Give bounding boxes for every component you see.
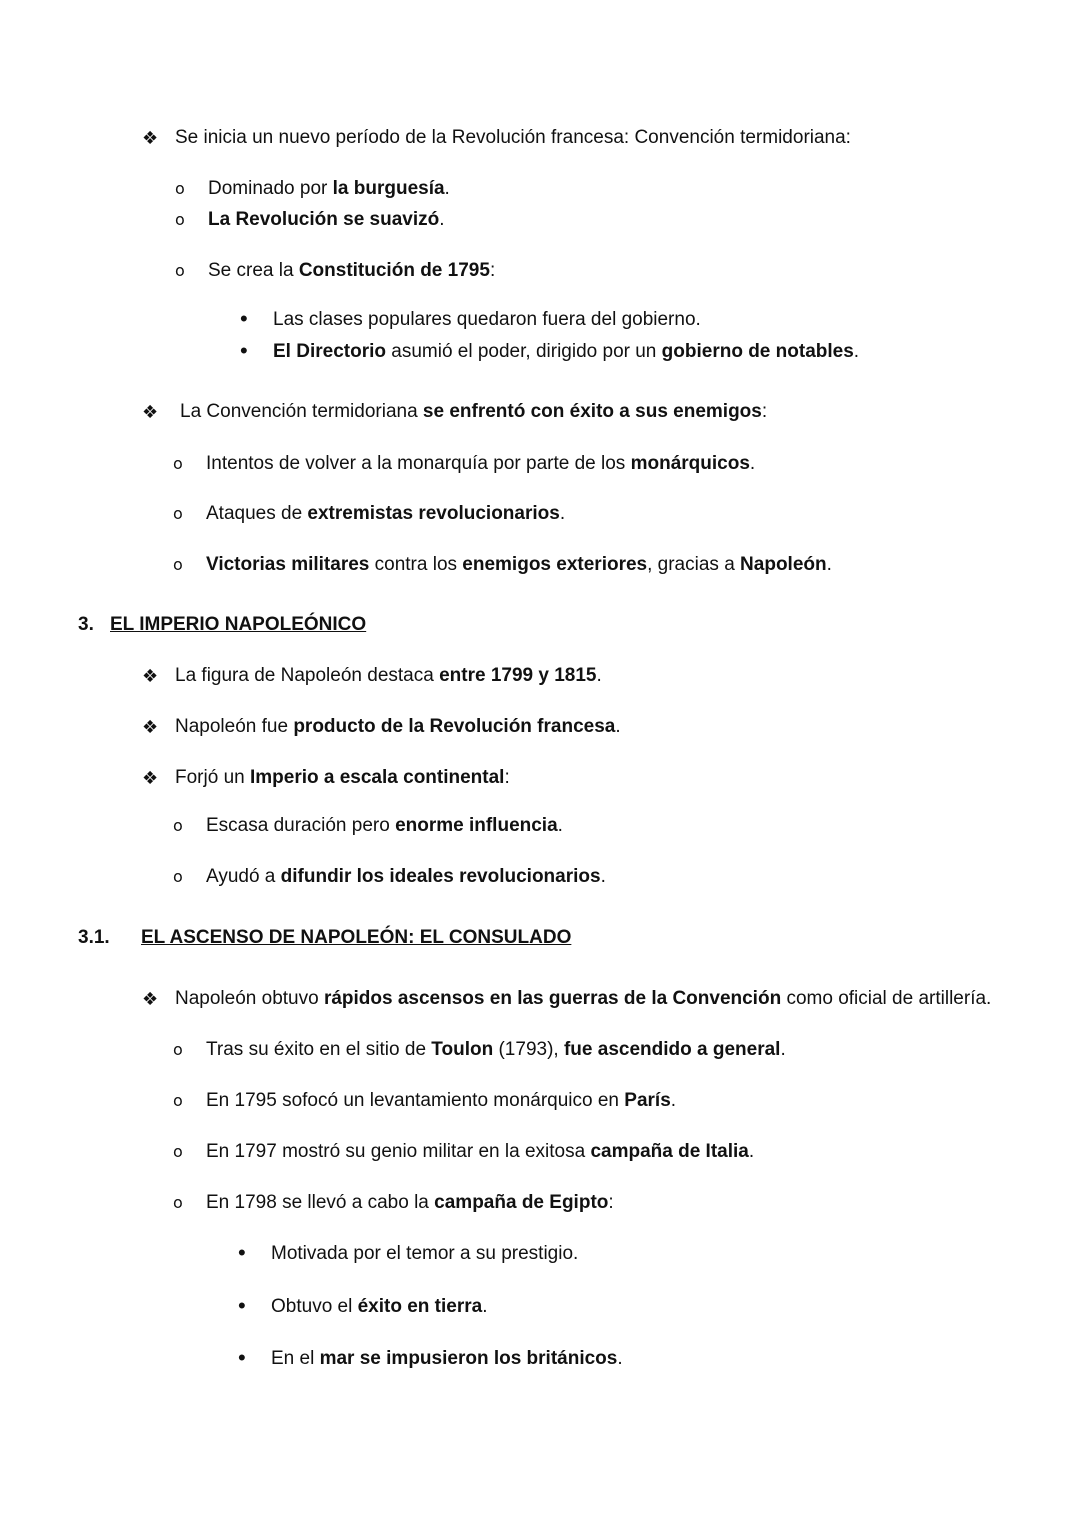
text-run: En 1795 sofocó un levantamiento monárquico en — [206, 1090, 625, 1111]
text-run: : — [761, 401, 768, 422]
text-run: Dominado por — [208, 178, 333, 199]
bold-text: campaña de Egipto — [434, 1192, 609, 1213]
text-run: , gracias a — [647, 554, 741, 575]
text-run: contra los — [369, 554, 463, 575]
text-run: Se crea la — [208, 260, 299, 281]
text-run: Napoleón obtuvo — [175, 988, 324, 1009]
sub-bullet-line — [206, 1038, 786, 1062]
dot-bullet-icon: • — [238, 1293, 246, 1318]
text-run: . — [853, 341, 860, 362]
diamond-bullet-icon: ❖ — [142, 989, 159, 1009]
text-run: Las clases populares quedaron fuera del gobierno. — [273, 309, 701, 330]
dot-bullet-icon: • — [240, 306, 248, 331]
text-run: . — [482, 1296, 488, 1317]
text-run: Obtuvo el — [271, 1296, 358, 1317]
subsection-title: EL ASCENSO DE NAPOLEÓN: EL CONSULADO — [141, 927, 572, 948]
text-run: : — [504, 767, 510, 788]
text-run: Napoleón fue — [175, 716, 294, 737]
sub-bullet-line — [208, 259, 495, 283]
text-run: . — [670, 1090, 677, 1111]
circle-bullet-icon: o — [173, 1142, 183, 1161]
bold-text: difundir los ideales revolucionarios — [280, 866, 601, 887]
circle-bullet-icon: o — [173, 1091, 183, 1110]
circle-bullet-icon: o — [173, 504, 183, 523]
circle-bullet-icon: o — [173, 454, 183, 473]
section-heading — [78, 613, 367, 637]
bold-text: Constitución de 1795 — [298, 260, 490, 281]
sub-bullet-line — [206, 502, 565, 526]
dot-bullet-line — [271, 1295, 488, 1319]
bold-text: monárquicos — [630, 453, 750, 474]
sub-bullet-line — [206, 1089, 676, 1113]
text-run: . — [617, 1348, 623, 1369]
text-run: Ataques de — [206, 503, 308, 524]
section-number: 3. — [78, 614, 94, 635]
text-run: La figura de Napoleón destaca — [175, 665, 440, 686]
text-run: . — [559, 503, 566, 524]
circle-bullet-icon: o — [173, 1193, 183, 1212]
subsection-number: 3.1. — [78, 927, 110, 948]
diamond-bullet-icon: ❖ — [142, 128, 159, 148]
bold-text: producto de la Revolución francesa — [293, 716, 616, 737]
dot-bullet-icon: • — [238, 1345, 246, 1370]
bullet-line — [175, 715, 621, 739]
bold-text: extremistas revolucionarios — [307, 503, 560, 524]
dot-bullet-line — [273, 340, 859, 364]
sub-bullet-line — [206, 1140, 754, 1164]
subsection-heading — [78, 926, 572, 950]
circle-bullet-icon: o — [175, 261, 185, 280]
text-run: . — [596, 665, 602, 686]
text-run: : — [489, 260, 496, 281]
text-run: . — [600, 866, 606, 887]
section-title: EL IMPERIO NAPOLEÓNICO — [110, 614, 367, 635]
text-run: . — [749, 453, 756, 474]
circle-bullet-icon: o — [173, 816, 183, 835]
text-run: Se inicia un nuevo período de la Revolución francesa: Convención termidoriana: — [175, 127, 851, 148]
text-run: Escasa duración pero — [206, 815, 396, 836]
text-run: . — [444, 178, 450, 199]
bold-text: La Revolución se suavizó — [208, 209, 440, 230]
text-run: (1793), — [493, 1039, 564, 1060]
dot-bullet-line — [273, 308, 701, 332]
text-run: Intentos de volver a la monarquía por parte de los — [206, 453, 631, 474]
text-run: . — [615, 716, 621, 737]
bold-text: Napoleón — [740, 554, 827, 575]
bullet-line — [175, 126, 851, 150]
bold-text: Victorias militares — [206, 554, 370, 575]
diamond-bullet-icon: ❖ — [142, 666, 159, 686]
bold-text: enemigos exteriores — [462, 554, 648, 575]
text-run: . — [826, 554, 832, 575]
text-run: asumió el poder, dirigido por un — [385, 341, 662, 362]
circle-bullet-icon: o — [173, 867, 183, 886]
bold-text: Imperio a escala continental — [249, 767, 505, 788]
bold-text: París — [624, 1090, 671, 1111]
bold-text: mar se impusieron los británicos — [319, 1348, 618, 1369]
diamond-bullet-icon: ❖ — [142, 717, 159, 737]
text-run: . — [780, 1039, 786, 1060]
sub-bullet-line — [206, 814, 563, 838]
sub-bullet-line — [206, 553, 832, 577]
text-run: Tras su éxito en el sitio de — [206, 1039, 432, 1060]
sub-bullet-line — [208, 177, 450, 201]
text-run: En 1798 se llevó a cabo la — [206, 1192, 435, 1213]
diamond-bullet-icon: ❖ — [142, 402, 159, 422]
sub-bullet-line — [206, 1191, 614, 1215]
bold-text: entre 1799 y 1815 — [439, 665, 597, 686]
bold-text: enorme influencia — [395, 815, 558, 836]
bold-text: la burguesía — [332, 178, 445, 199]
dot-bullet-line — [271, 1347, 623, 1371]
bold-text: Toulon — [431, 1039, 494, 1060]
bold-text: éxito en tierra — [357, 1296, 483, 1317]
text-run: Forjó un — [175, 767, 250, 788]
bullet-line — [180, 400, 767, 424]
bold-text: gobierno de notables — [661, 341, 854, 362]
sub-bullet-line — [206, 452, 755, 476]
text-run: En el — [271, 1348, 320, 1369]
sub-bullet-line — [206, 865, 606, 889]
text-run: Motivada por el temor a su prestigio. — [271, 1243, 579, 1264]
circle-bullet-icon: o — [173, 555, 183, 574]
circle-bullet-icon: o — [173, 1040, 183, 1059]
bold-text: se enfrentó con éxito a sus enemigos — [422, 401, 762, 422]
sub-bullet-line — [208, 208, 445, 232]
bullet-line — [175, 766, 510, 790]
dot-bullet-icon: • — [240, 338, 248, 363]
bold-text: rápidos ascensos en las guerras de la Convención — [323, 988, 782, 1009]
text-run: : — [608, 1192, 614, 1213]
text-run: . — [748, 1141, 755, 1162]
text-run: La Convención termidoriana — [180, 401, 423, 422]
circle-bullet-icon: o — [175, 179, 185, 198]
text-run: Ayudó a — [206, 866, 281, 887]
text-run: . — [557, 815, 563, 836]
diamond-bullet-icon: ❖ — [142, 768, 159, 788]
bold-text: El Directorio — [273, 341, 386, 362]
dot-bullet-line — [271, 1242, 578, 1266]
text-run: como oficial de artillería. — [781, 988, 992, 1009]
bullet-line — [175, 664, 602, 688]
bullet-line — [175, 987, 991, 1011]
bold-text: fue ascendido a general — [563, 1039, 781, 1060]
text-run: En 1797 mostró su genio militar en la exitosa — [206, 1141, 591, 1162]
bold-text: campaña de Italia — [590, 1141, 749, 1162]
text-run: . — [439, 209, 445, 230]
circle-bullet-icon: o — [175, 210, 185, 229]
dot-bullet-icon: • — [238, 1240, 246, 1265]
